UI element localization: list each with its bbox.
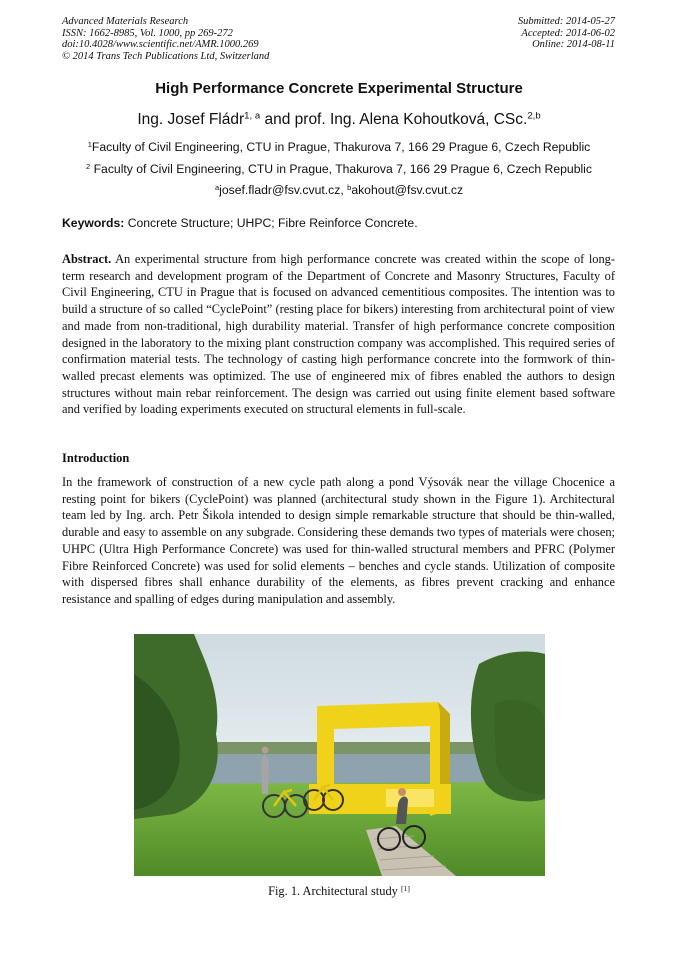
affiliation-2-text: Faculty of Civil Engineering, CTU in Prague, Thakurova 7, 166 29 Prague 6, Czech Republic xyxy=(90,162,592,176)
bench-block xyxy=(344,784,380,802)
keywords-text: Concrete Structure; UHPC; Fibre Reinforce Concrete. xyxy=(124,216,418,230)
info-panel xyxy=(386,789,434,807)
email-b-sup: b xyxy=(347,182,352,192)
author-joiner: and xyxy=(260,111,295,128)
standing-person-head xyxy=(262,747,269,754)
journal-doi[interactable]: doi:10.4028/www.scientific.net/AMR.1000.269 xyxy=(62,39,259,50)
author-2-sup: 2,b xyxy=(527,110,541,122)
paper-title: High Performance Concrete Experimental Structure xyxy=(155,80,523,97)
online-date: Online: 2014-08-11 xyxy=(532,39,615,50)
abstract-text: An experimental structure from high performance concrete was created within the scope of long-term research and development program of the Department of Concrete and Masonry Structures, Faculty of Civil Engineering, CTU in Prague that is focused on advanced cementitious composites. The intention was to build a structure of so called “CyclePoint” (resting place for bikers) interesting from architectural point of view and made from non-traditional, high durability material. Transfer of high performance concrete composition designed in the laboratory to the mixing plant construction company was accomplished. This required series of confirmation material tests. The technology of casting high performance concrete into the formwork of thin-walled precast elements was optimized. The use of engineered mix of fibres enabled the authors to design structures without main rebar reinforcement. The design was carried out using finite element based software and verified by loading experiments executed on structural elements in full-scale. xyxy=(62,252,615,417)
email-b[interactable]: akohout@fsv.cvut.cz xyxy=(351,183,464,197)
affiliation-1-text: Faculty of Civil Engineering, CTU in Prague, Thakurova 7, 166 29 Prague 6, Czech Republic xyxy=(91,140,591,154)
affiliation-1 xyxy=(0,140,678,154)
author-line xyxy=(0,111,678,129)
email-a[interactable]: josef.fladr@fsv.cvut.cz, xyxy=(219,183,348,197)
accepted-date: Accepted: 2014-06-02 xyxy=(521,27,615,39)
journal-name: Advanced Materials Research xyxy=(62,16,189,27)
journal-copyright: © 2014 Trans Tech Publications Ltd, Switzerland xyxy=(62,50,270,62)
author-2: prof. Ing. Alena Kohoutková, CSc. xyxy=(294,111,528,128)
architectural-study-figure xyxy=(134,634,545,876)
affiliation-2-sup: 2 xyxy=(86,161,91,171)
introduction-text: In the framework of construction of a new cycle path along a pond Výsovák near the village Chocenice a resting point for bikers (CyclePoint) was planned (architectural study shown in the Figure 1). Architectural team led by Ing. arch. Petr Šikola intended to design simple remarkable structure that should be thin-walled, durable and easy to assemble on any subgrade. Considering these demands two types of materials were chosen; UHPC (Ultra High Performance Concrete) was used for thin-walled structural members and PFRC (Polymer Fibre Reinforced Concrete) was used for solid elements – benches and cycle stands. Utilization of composite with dispersed fibres shall enhance durability of the elements, as fibres prevent cracking and enhance resistance and spalling of edges during manipulation and assembly. xyxy=(62,475,615,606)
affiliation-2 xyxy=(0,162,678,176)
author-emails xyxy=(0,183,678,197)
standing-person xyxy=(261,754,269,794)
architectural-study-image xyxy=(134,634,545,876)
author-1: Ing. Josef Fládr xyxy=(137,111,245,128)
abstract-label: Abstract. xyxy=(62,252,112,266)
journal-issn: ISSN: 1662-8985, Vol. 1000, pp 269-272 xyxy=(62,27,233,39)
email-a-sup: a xyxy=(214,182,220,192)
abstract xyxy=(62,251,615,418)
keywords-label: Keywords: xyxy=(62,216,125,230)
keywords xyxy=(62,216,418,230)
submitted-date: Submitted: 2014-05-27 xyxy=(517,16,615,27)
figure-ref[interactable]: [1] xyxy=(400,883,410,893)
author-1-sup: 1, a xyxy=(244,110,261,122)
journal-info xyxy=(62,16,269,62)
figure-caption-text: Fig. 1. Architectural study xyxy=(268,884,401,898)
introduction-heading: Introduction xyxy=(62,451,130,465)
publication-dates xyxy=(518,16,615,51)
affiliation-1-sup: 1 xyxy=(87,139,92,149)
cyclist-head xyxy=(398,788,406,796)
figure-caption xyxy=(0,884,678,899)
